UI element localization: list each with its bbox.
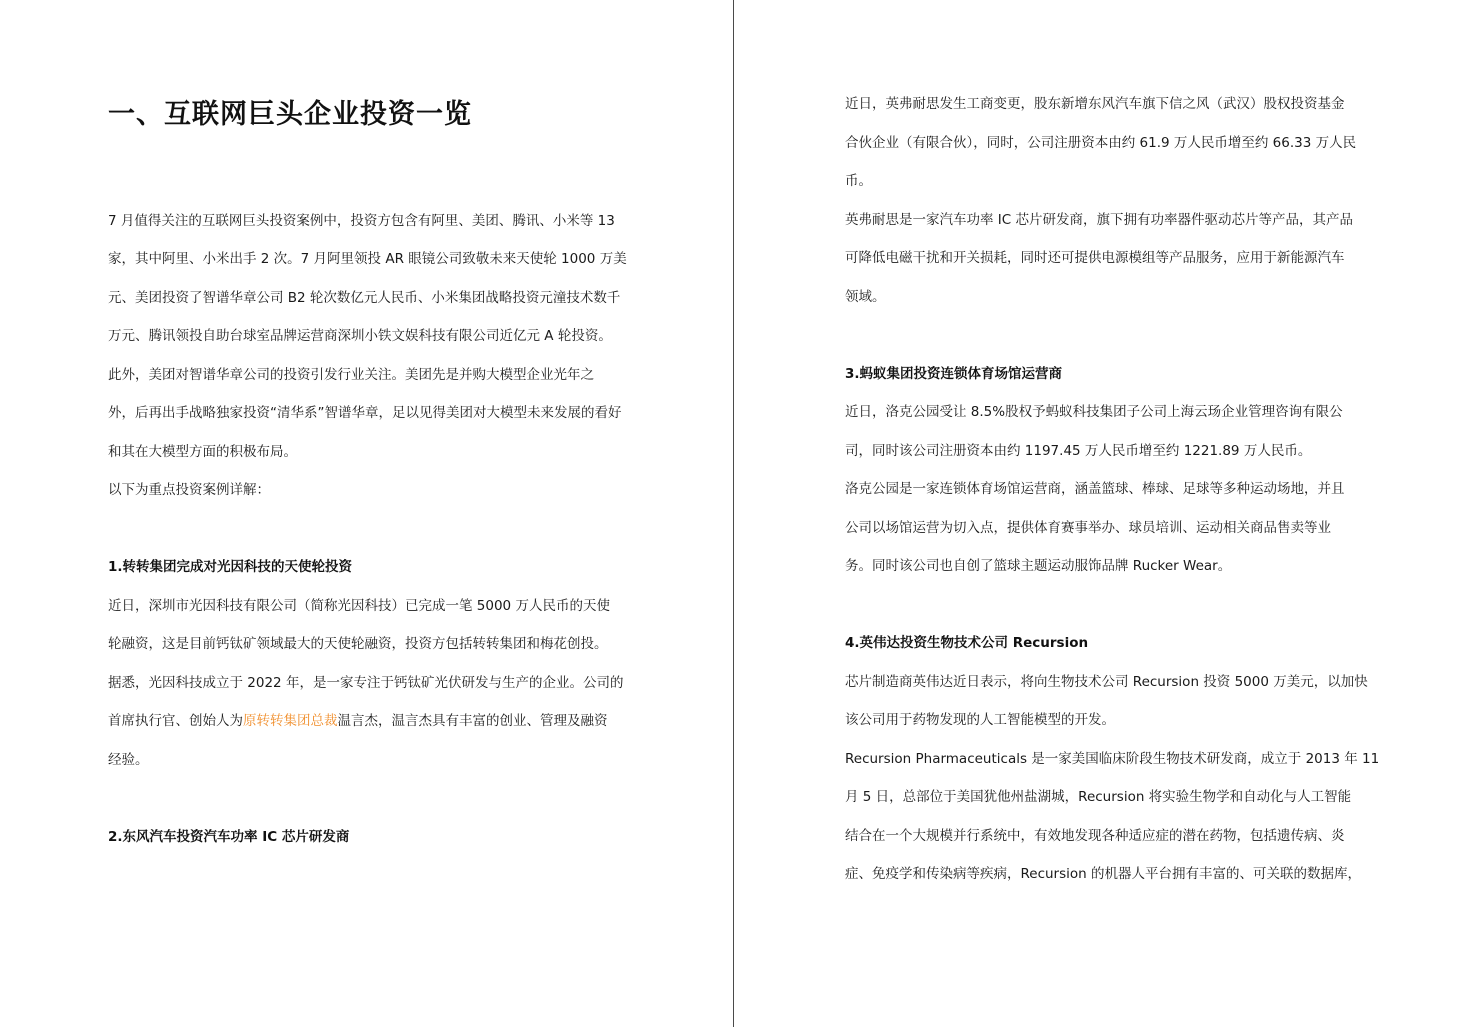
intro-line: 以下为重点投资案例详解： xyxy=(108,482,270,498)
section-3-line: 司，同时该公司注册资本由约 1197.45 万人民币增至约 1221.89 万人民币。 xyxy=(845,443,1312,459)
section-3-line: 公司以场馆运营为切入点，提供体育赛事举办、球员培训、运动相关商品售卖等业 xyxy=(845,520,1331,536)
intro-line: 外，后再出手战略独家投资“清华系”智谱华章，足以见得美团对大模型未来发展的看好 xyxy=(108,405,622,421)
intro-line: 7 月值得关注的互联网巨头投资案例中，投资方包含有阿里、美团、腾讯、小米等 13 xyxy=(108,213,615,229)
section-2-line: 币。 xyxy=(845,173,872,189)
section-4-line: 月 5 日，总部位于美国犹他州盐湖城，Recursion 将实验生物学和自动化与人工智能 xyxy=(845,789,1352,805)
highlighted-text: 原转转集团总裁 xyxy=(243,713,338,729)
section-2-line: 可降低电磁干扰和开关损耗，同时还可提供电源模组等产品服务，应用于新能源汽车 xyxy=(845,250,1345,266)
right-page xyxy=(734,0,1465,1027)
line-text: 首席执行官、创始人为 xyxy=(108,713,243,729)
section-1-line: 经验。 xyxy=(108,752,149,768)
section-3-line: 务。同时该公司也自创了篮球主题运动服饰品牌 Rucker Wear。 xyxy=(845,558,1232,574)
intro-line: 和其在大模型方面的积极布局。 xyxy=(108,444,297,460)
section-4-title: 4.英伟达投资生物技术公司 Recursion xyxy=(845,635,1089,651)
section-4-line: 芯片制造商英伟达近日表示，将向生物技术公司 Recursion 投资 5000 万美元，以加快 xyxy=(845,674,1368,690)
section-3-line: 近日，洛克公园受让 8.5%股权予蚂蚁科技集团子公司上海云玚企业管理咨询有限公 xyxy=(845,404,1343,420)
section-1-line: 近日，深圳市光因科技有限公司（简称光因科技）已完成一笔 5000 万人民币的天使 xyxy=(108,598,610,614)
section-1-line: 轮融资，这是目前钙钛矿领域最大的天使轮融资，投资方包括转转集团和梅花创投。 xyxy=(108,636,608,652)
line-text: 温言杰，温言杰具有丰富的创业、管理及融资 xyxy=(337,713,608,729)
intro-line: 元、美团投资了智谱华章公司 B2 轮次数亿元人民币、小米集团战略投资元潼技术数千 xyxy=(108,290,621,306)
intro-line: 家，其中阿里、小米出手 2 次。7 月阿里领投 AR 眼镜公司致敬未来天使轮 1000 万美 xyxy=(108,251,627,267)
section-4-line: Recursion Pharmaceuticals 是一家美国临床阶段生物技术研发商，成立于 2013 年 11 xyxy=(845,751,1380,767)
section-4-line: 症、免疫学和传染病等疾病，Recursion 的机器人平台拥有丰富的、可关联的数据库， xyxy=(845,866,1361,882)
section-3-title: 3.蚂蚁集团投资连锁体育场馆运营商 xyxy=(845,366,1063,382)
intro-line: 此外，美团对智谱华章公司的投资引发行业关注。美团先是并购大模型企业光年之 xyxy=(108,367,594,383)
section-4-line: 结合在一个大规模并行系统中，有效地发现各种适应症的潜在药物，包括遗传病、炎 xyxy=(845,828,1345,844)
section-2-title: 2.东风汽车投资汽车功率 IC 芯片研发商 xyxy=(108,829,350,845)
section-2-line: 领域。 xyxy=(845,289,886,305)
section-3-line: 洛克公园是一家连锁体育场馆运营商，涵盖篮球、棒球、足球等多种运动场地，并且 xyxy=(845,481,1345,497)
section-1-title: 1.转转集团完成对光因科技的天使轮投资 xyxy=(108,559,353,575)
page-heading: 一、互联网巨头企业投资一览 xyxy=(108,99,472,130)
section-1-line: 据悉，光因科技成立于 2022 年，是一家专注于钙钛矿光伏研发与生产的企业。公司的 xyxy=(108,675,624,691)
section-2-line: 英弗耐思是一家汽车功率 IC 芯片研发商，旗下拥有功率器件驱动芯片等产品，其产品 xyxy=(845,212,1353,228)
section-4-line: 该公司用于药物发现的人工智能模型的开发。 xyxy=(845,712,1115,728)
section-1-line-highlighted xyxy=(108,712,608,730)
section-2-line: 合伙企业（有限合伙），同时，公司注册资本由约 61.9 万人民币增至约 66.33 万人民 xyxy=(845,135,1357,151)
intro-line: 万元、腾讯领投自助台球室品牌运营商深圳小铁文娱科技有限公司近亿元 A 轮投资。 xyxy=(108,328,612,344)
section-2-line: 近日，英弗耐思发生工商变更，股东新增东风汽车旗下信之风（武汉）股权投资基金 xyxy=(845,96,1345,112)
